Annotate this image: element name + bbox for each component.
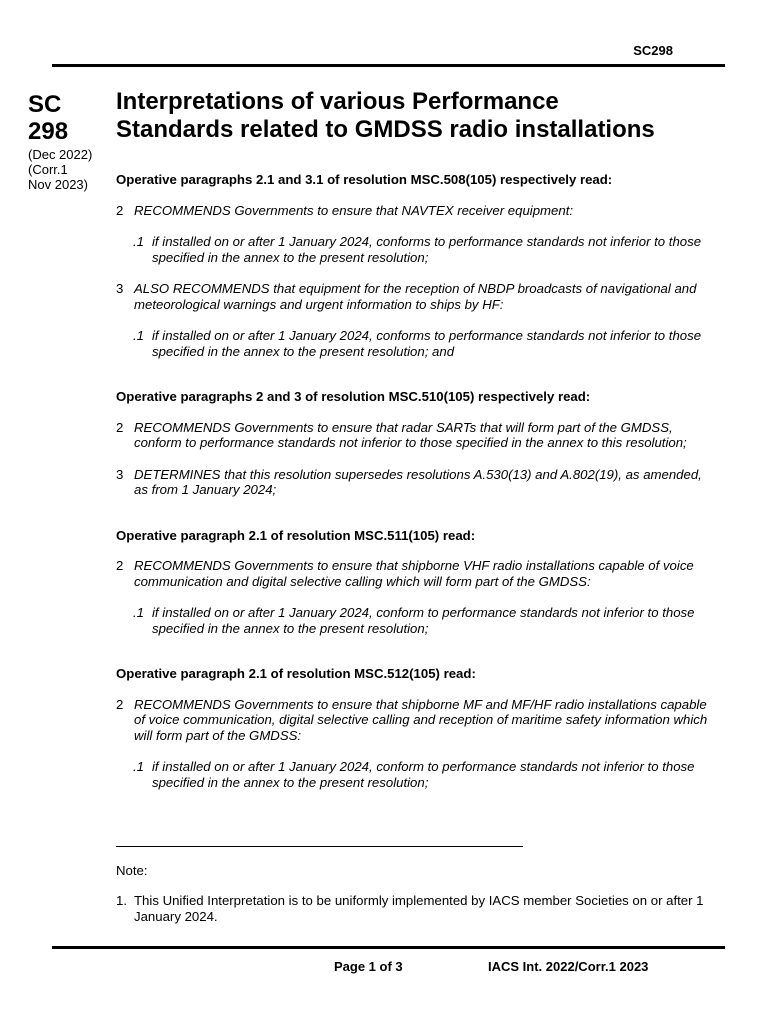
paragraph-text: RECOMMENDS Governments to ensure that NAVTEX receiver equipment: xyxy=(134,202,574,218)
footer-rule xyxy=(52,946,725,949)
section-heading: Operative paragraphs 2.1 and 3.1 of resolution MSC.508(105) respectively read: xyxy=(116,172,613,187)
sub-paragraph-number: .1 xyxy=(133,759,144,774)
sub-paragraph-number: .1 xyxy=(133,234,144,249)
sub-paragraph-text: if installed on or after 1 January 2024, conform to performance standards not inferior to those specified in the annex to the present resolution; xyxy=(152,605,695,636)
sidebar-meta-line: Nov 2023) xyxy=(28,177,88,192)
sidebar-revision-meta xyxy=(28,147,92,192)
section-heading: Operative paragraph 2.1 of resolution MSC.511(105) read: xyxy=(116,527,476,543)
sub-paragraph-text: if installed on or after 1 January 2024, conforms to performance standards not inferior to those specified in the annex to the present resolution; and xyxy=(152,328,702,359)
header-rule xyxy=(52,64,725,67)
title-line1: Interpretations of various Performance xyxy=(116,88,559,115)
section-heading: Operative paragraph 2.1 of resolution MSC.512(105) read: xyxy=(116,666,476,681)
footer-page-number: Page 1 of 3 xyxy=(334,959,403,974)
sub-paragraph-item xyxy=(116,234,716,265)
paragraph-item xyxy=(116,281,716,312)
sub-paragraph-text: if installed on or after 1 January 2024, conform to performance standards not inferior to those specified in the annex to the present resolution; xyxy=(152,759,695,790)
note-separator xyxy=(116,846,523,847)
paragraph-item xyxy=(116,203,716,219)
sub-paragraph-text: if installed on or after 1 January 2024, conforms to performance standards not inferior to those specified in the annex to the present resolution; xyxy=(152,234,702,265)
paragraph-item xyxy=(116,420,716,451)
title-line2: Standards related to GMDSS radio installations xyxy=(116,116,655,143)
note-number: 1. xyxy=(116,893,127,908)
note-label: Note: xyxy=(116,863,148,878)
sidebar-id-line2: 298 xyxy=(28,118,69,145)
sidebar-doc-id xyxy=(28,91,68,145)
paragraph-text: DETERMINES that this resolution supersedes resolutions A.530(13) and A.802(19), as amended, as from 1 January 2024; xyxy=(134,466,702,497)
sidebar-id-line1: SC xyxy=(28,91,62,118)
header-doc-code: SC298 xyxy=(633,43,673,58)
sub-paragraph-item xyxy=(116,605,716,636)
sub-paragraph-number: .1 xyxy=(133,605,144,620)
page-title xyxy=(116,88,716,144)
sidebar-meta-line: (Dec 2022) xyxy=(28,147,93,162)
paragraph-item xyxy=(116,558,716,589)
note-item xyxy=(116,893,716,924)
paragraph-number: 3 xyxy=(116,281,124,296)
note-text: This Unified Interpretation is to be uniformly implemented by IACS member Societies on or after 1 January 2024. xyxy=(134,893,704,924)
paragraph-number: 2 xyxy=(116,558,124,573)
sub-paragraph-item xyxy=(116,759,716,790)
paragraph-item xyxy=(116,467,716,498)
sidebar-meta-line: (Corr.1 xyxy=(28,162,68,177)
footer-reference: IACS Int. 2022/Corr.1 2023 xyxy=(488,959,649,974)
sub-paragraph-number: .1 xyxy=(133,328,144,343)
paragraph-number: 2 xyxy=(116,419,124,435)
paragraph-number: 2 xyxy=(116,202,124,218)
paragraph-text: RECOMMENDS Governments to ensure that shipborne VHF radio installations capable of voice communication and digital selective calling which will form part of the GMDSS: xyxy=(134,558,694,589)
section-heading: Operative paragraphs 2 and 3 of resolution MSC.510(105) respectively read: xyxy=(116,389,591,404)
paragraph-number: 2 xyxy=(116,696,124,712)
paragraph-text: RECOMMENDS Governments to ensure that radar SARTs that will form part of the GMDSS, conform to performance standards not inferior to those specified in the annex to this resolution; xyxy=(134,419,687,450)
document-body xyxy=(116,172,716,790)
paragraph-number: 3 xyxy=(116,466,124,482)
sub-paragraph-item xyxy=(116,328,716,359)
paragraph-item xyxy=(116,697,716,744)
paragraph-text: ALSO RECOMMENDS that equipment for the reception of NBDP broadcasts of navigational and meteorological warnings and urgent information to ships by HF: xyxy=(134,281,697,312)
paragraph-text: RECOMMENDS Governments to ensure that shipborne MF and MF/HF radio installations capable of voice communication, digital selective calling and reception of maritime safety information which will form part of the GMDSS: xyxy=(134,696,708,743)
